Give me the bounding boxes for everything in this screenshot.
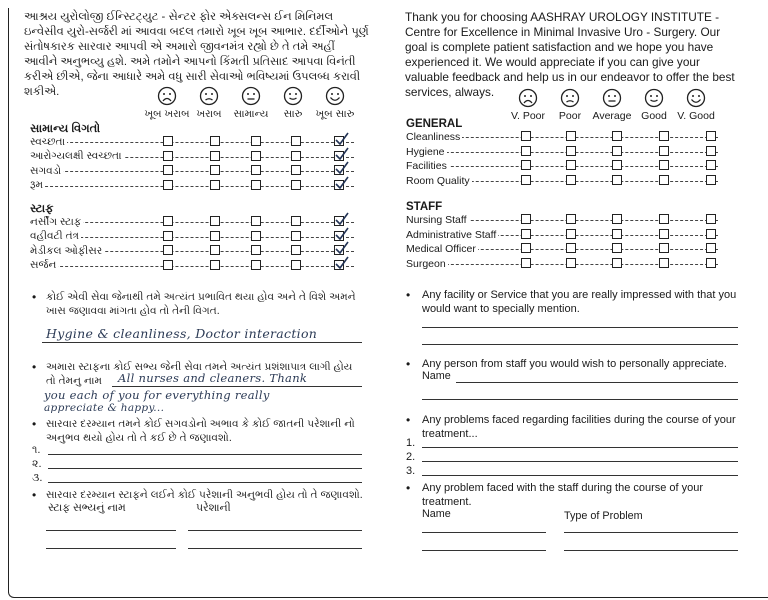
gujarati-problem-label: પરેશાની <box>196 502 231 514</box>
rating-checkbox[interactable] <box>612 214 622 224</box>
rating-very-good: V. Good <box>675 88 717 122</box>
rating-checkbox[interactable] <box>612 175 622 185</box>
english-form <box>405 10 745 100</box>
english-q4: Any problem faced with the staff during the course of your treatment. <box>422 482 704 508</box>
rating-checkbox[interactable] <box>251 231 261 241</box>
bullet: • <box>32 417 37 431</box>
rating-checkbox[interactable] <box>706 243 716 253</box>
bullet: • <box>406 288 411 302</box>
gujarati-staff-name-label: સ્ટાફ સભ્યનું નામ <box>48 502 126 514</box>
gujarati-q4: સારવાર દરમ્યાન સ્ટાફને લઈને કોઈ પરેશાની અનુભવી હોય તો તે જણાવશો. <box>46 489 363 501</box>
rating-checkbox[interactable] <box>706 258 716 268</box>
dotted-leader <box>30 142 354 143</box>
bullet: • <box>406 413 411 427</box>
right-staff_items-row <box>406 257 718 271</box>
neutral-face-icon <box>241 86 261 106</box>
rating-checkbox[interactable] <box>163 231 173 241</box>
rating-checkbox[interactable] <box>210 216 220 226</box>
bullet: • <box>32 360 37 374</box>
rating-checkbox[interactable] <box>334 151 344 161</box>
row-label: આરોગ્યલક્ષી સ્વચ્છતા <box>30 150 122 162</box>
left-staff_items-row <box>30 215 354 229</box>
rating-checkbox[interactable] <box>612 229 622 239</box>
gujarati-intro: આશ્રય યુરોલોજી ઈન્સ્ટિટ્યુટ - સેન્ટર ફોર એક્સલન્સ ઈન મિનિમલ ઇન્વેસીવ યુરો-સર્જરી માં આવવા બદલ તમારો ખૂબ ખૂબ આભાર. દર્દીઓને પૂર્ણ સંતોષકારક સારવાર આપવી એ અમારો જીવનમંત્ર રહ્યો છે તે તમે અહીં આવીને અનુભવ્યુ હશે. અમે તમોને આપનો કિંમતી પ્રતિસાદ આપવા વિનંતી કરીએ છીએ, જેના આધારે અમે વધુ સારી સેવાઓ ભવિષ્યમાં ઉપલબ્ધ કરાવી શકીએ. <box>24 11 369 98</box>
q2-handwritten-answer-2[interactable]: you each of you for everything really <box>44 388 270 402</box>
q4-problem-line-1[interactable] <box>564 532 738 533</box>
left-general_items-row <box>30 135 354 149</box>
english-q3: Any problems faced regarding facilities during the course of your treatment... <box>422 414 736 440</box>
english-name-label: Name <box>422 370 451 382</box>
rating-checkbox[interactable] <box>210 260 220 270</box>
checkmark-icon <box>335 212 349 226</box>
rating-checkbox[interactable] <box>291 260 301 270</box>
rating-checkbox[interactable] <box>566 229 576 239</box>
rating-checkbox[interactable] <box>291 180 301 190</box>
smile-face-icon <box>283 86 303 106</box>
row-label: Surgeon <box>406 257 446 270</box>
row-label: Cleanliness <box>406 131 461 143</box>
right-staff_items-row <box>406 213 718 227</box>
rating-checkbox[interactable] <box>521 214 531 224</box>
checkmark-icon <box>335 132 349 146</box>
rating-checkbox[interactable] <box>334 136 344 146</box>
rating-very-poor: ખૂબ ખરાબ <box>146 86 188 121</box>
q4-name-line-2[interactable] <box>422 550 546 551</box>
number-label: 2. <box>406 451 416 463</box>
q4-problem-line-1[interactable] <box>188 530 362 531</box>
left-staff_items-row <box>30 244 354 258</box>
gujarati-q3: સારવાર દરમ્યાન તમને કોઈ સગવડોનો અભાવ કે કોઈ જાતની પરેશાની નો અનુભવ થયો હોય તો તે કઈ છે તે જણાવશો. <box>46 418 355 444</box>
rating-checkbox[interactable] <box>659 131 669 141</box>
rating-checkbox[interactable] <box>706 214 716 224</box>
rating-checkbox[interactable] <box>291 165 301 175</box>
q4-problem-line-2[interactable] <box>188 548 362 549</box>
rating-good: Good <box>633 88 675 122</box>
checkmark-icon <box>335 227 349 241</box>
q3-answer-line-2[interactable] <box>422 461 738 462</box>
rating-checkbox[interactable] <box>566 175 576 185</box>
rating-checkbox[interactable] <box>334 180 344 190</box>
rating-checkbox[interactable] <box>334 165 344 175</box>
rating-checkbox[interactable] <box>566 258 576 268</box>
rating-checkbox[interactable] <box>163 260 173 270</box>
rating-checkbox[interactable] <box>334 245 344 255</box>
rating-checkbox[interactable] <box>334 260 344 270</box>
rating-checkbox[interactable] <box>612 258 622 268</box>
dotted-leader <box>406 152 718 153</box>
english-rating-scale <box>507 88 717 122</box>
neutral-face-icon <box>602 88 622 108</box>
q4-name-line-2[interactable] <box>46 548 176 549</box>
rating-checkbox[interactable] <box>706 146 716 156</box>
checkmark-icon <box>335 256 349 270</box>
gujarati-general-heading: સામાન્ય વિગતો <box>30 123 101 135</box>
rating-checkbox[interactable] <box>210 165 220 175</box>
left-general_items-row <box>30 150 354 164</box>
rating-checkbox[interactable] <box>251 136 261 146</box>
q2-handwritten-answer-1[interactable]: All nurses and cleaners. Thank <box>118 371 308 385</box>
dotted-leader <box>30 266 354 267</box>
rating-checkbox[interactable] <box>706 175 716 185</box>
rating-checkbox[interactable] <box>210 151 220 161</box>
rating-checkbox[interactable] <box>706 160 716 170</box>
very-sad-face-icon <box>157 86 177 106</box>
q4-problem-line-2[interactable] <box>564 550 738 551</box>
right-general_items-row <box>406 159 718 173</box>
rating-poor: ખરાબ <box>188 86 230 121</box>
rating-checkbox[interactable] <box>251 216 261 226</box>
q4-name-line-1[interactable] <box>422 532 546 533</box>
right-general_items-row <box>406 174 718 188</box>
rating-very-good: ખૂબ સારુ <box>314 86 356 121</box>
right-staff_items-row <box>406 228 718 242</box>
checkmark-icon <box>335 241 349 255</box>
row-label: નર્સીંગ સ્ટાફ <box>30 215 82 228</box>
english-problem-col-label: Type of Problem <box>564 510 643 522</box>
rating-checkbox[interactable] <box>163 165 173 175</box>
rating-poor: Poor <box>549 88 591 122</box>
gujarati-q1: કોઈ એવી સેવા જેનાથી તમે અત્યંત પ્રભાવિત થયા હોવ અને તે વિશે અમને ખાસ જણાવવા માંગતા હોવ તો તેની વિગત. <box>46 291 356 317</box>
gujarati-q2: અમારા સ્ટાફના કોઈ સભ્ય જેની સેવા તમને અત્યંત પ્રશંશાપાત્ર લાગી હોય તો તેમનુ નામ <box>46 361 353 387</box>
english-staff-heading: STAFF <box>406 201 443 213</box>
sad-face-icon <box>199 86 219 106</box>
rating-checkbox[interactable] <box>566 131 576 141</box>
number-label: 1. <box>406 437 416 449</box>
row-label: Facilities <box>406 160 447 172</box>
checkmark-icon <box>335 147 349 161</box>
rating-checkbox[interactable] <box>659 146 669 156</box>
rating-checkbox[interactable] <box>291 231 301 241</box>
rating-very-poor: V. Poor <box>507 88 549 122</box>
rating-checkbox[interactable] <box>612 243 622 253</box>
q3-answer-line-3[interactable] <box>48 482 362 483</box>
rating-checkbox[interactable] <box>251 165 261 175</box>
right-staff_items-row <box>406 242 718 256</box>
rating-checkbox[interactable] <box>291 245 301 255</box>
rating-checkbox[interactable] <box>163 180 173 190</box>
rating-average: સામાન્ય <box>230 86 272 121</box>
rating-checkbox[interactable] <box>612 160 622 170</box>
q2-answer-line[interactable] <box>422 399 738 400</box>
rating-checkbox[interactable] <box>566 243 576 253</box>
english-q1: Any facility or Service that you are really impressed with that you would want to specially mention. <box>422 289 737 315</box>
sad-face-icon <box>560 88 580 108</box>
q3-answer-line-1[interactable] <box>48 454 362 455</box>
rating-checkbox[interactable] <box>612 146 622 156</box>
rating-checkbox[interactable] <box>251 260 261 270</box>
rating-checkbox[interactable] <box>251 245 261 255</box>
q1-answer-line[interactable] <box>42 342 362 343</box>
rating-checkbox[interactable] <box>521 160 531 170</box>
row-label: સગવડો <box>30 164 62 177</box>
rating-checkbox[interactable] <box>706 229 716 239</box>
rating-checkbox[interactable] <box>291 136 301 146</box>
right-general_items-row <box>406 145 718 159</box>
smile-face-icon <box>644 88 664 108</box>
rating-checkbox[interactable] <box>659 214 669 224</box>
row-label: મેડીકલ ઓફીસર <box>30 244 103 257</box>
rating-checkbox[interactable] <box>163 151 173 161</box>
row-label: Hygiene <box>406 145 445 158</box>
rating-checkbox[interactable] <box>566 214 576 224</box>
rating-checkbox[interactable] <box>163 245 173 255</box>
english-general-heading: GENERAL <box>406 118 463 130</box>
rating-checkbox[interactable] <box>521 146 531 156</box>
rating-checkbox[interactable] <box>521 131 531 141</box>
gujarati-rating-scale <box>146 86 356 121</box>
rating-checkbox[interactable] <box>334 231 344 241</box>
rating-checkbox[interactable] <box>163 216 173 226</box>
gujarati-staff-heading: સ્ટાફ <box>30 203 54 215</box>
rating-checkbox[interactable] <box>521 229 531 239</box>
rating-good: સારુ <box>272 86 314 121</box>
rating-checkbox[interactable] <box>210 136 220 146</box>
q1-handwritten-answer[interactable]: Hygine & cleanliness, Doctor interaction <box>46 326 318 341</box>
rating-checkbox[interactable] <box>210 245 220 255</box>
rating-checkbox[interactable] <box>659 243 669 253</box>
checkmark-icon <box>335 161 349 175</box>
dotted-leader <box>30 186 354 187</box>
row-label: Administrative Staff <box>406 228 497 241</box>
q2-handwritten-answer-3[interactable]: appreciate & happy... <box>44 402 165 414</box>
dotted-leader <box>30 171 354 172</box>
row-label: સર્જન <box>30 259 57 271</box>
row-label: સ્વચ્છતા <box>30 135 66 148</box>
rating-checkbox[interactable] <box>210 180 220 190</box>
rating-checkbox[interactable] <box>210 231 220 241</box>
number-label: 3. <box>406 465 416 477</box>
dotted-leader <box>406 166 718 167</box>
rating-checkbox[interactable] <box>334 216 344 226</box>
row-label: Room Quality <box>406 174 470 187</box>
bullet: • <box>32 290 37 304</box>
number-label: ૧. <box>32 444 41 456</box>
q3-answer-line-1[interactable] <box>422 447 738 448</box>
q3-answer-line-3[interactable] <box>422 475 738 476</box>
q2-answer-line-1[interactable] <box>112 386 362 387</box>
rating-checkbox[interactable] <box>521 243 531 253</box>
rating-checkbox[interactable] <box>521 175 531 185</box>
q1-answer-line-2[interactable] <box>422 344 738 345</box>
english-intro: Thank you for choosing AASHRAY UROLOGY INSTITUTE - Centre for Excellence in Minimal Invasive Uro - Surgery. Our goal is complete patient satisfaction and we hope you have experienced it. We would appreciate if you can give your valuable feedback and help us in our endeavor to offer the best services, always. <box>405 10 735 99</box>
rating-checkbox[interactable] <box>706 131 716 141</box>
row-label: રૂમ <box>30 179 43 191</box>
q4-name-line-1[interactable] <box>46 530 176 531</box>
rating-average: Average <box>591 88 633 122</box>
q1-answer-line-1[interactable] <box>422 327 738 328</box>
left-staff_items-row <box>30 230 354 244</box>
rating-checkbox[interactable] <box>659 175 669 185</box>
rating-checkbox[interactable] <box>163 136 173 146</box>
checkmark-icon <box>335 176 349 190</box>
number-label: ૩. <box>32 472 43 484</box>
rating-checkbox[interactable] <box>659 229 669 239</box>
rating-checkbox[interactable] <box>659 160 669 170</box>
rating-checkbox[interactable] <box>251 151 261 161</box>
english-q2: Any person from staff you would wish to personally appreciate. <box>422 358 727 370</box>
big-smile-face-icon <box>325 86 345 106</box>
big-smile-face-icon <box>686 88 706 108</box>
number-label: ૨. <box>32 458 42 470</box>
left-staff_items-row <box>30 259 354 273</box>
rating-checkbox[interactable] <box>612 131 622 141</box>
q3-answer-line-2[interactable] <box>48 468 362 469</box>
english-name-col-label: Name <box>422 508 451 520</box>
rating-checkbox[interactable] <box>521 258 531 268</box>
bullet: • <box>406 357 411 371</box>
rating-checkbox[interactable] <box>251 180 261 190</box>
bullet: • <box>32 488 37 502</box>
row-label: વહીવટી તંત્ર <box>30 230 80 242</box>
rating-checkbox[interactable] <box>659 258 669 268</box>
rating-checkbox[interactable] <box>566 160 576 170</box>
row-label: Medical Officer <box>406 243 476 255</box>
rating-checkbox[interactable] <box>566 146 576 156</box>
left-general_items-row <box>30 164 354 178</box>
row-label: Nursing Staff <box>406 214 467 226</box>
bullet: • <box>406 481 411 495</box>
dotted-leader <box>406 264 718 265</box>
q2-name-line[interactable] <box>456 382 738 383</box>
right-general_items-row <box>406 130 718 144</box>
rating-checkbox[interactable] <box>291 216 301 226</box>
rating-checkbox[interactable] <box>291 151 301 161</box>
left-general_items-row <box>30 179 354 193</box>
very-sad-face-icon <box>518 88 538 108</box>
